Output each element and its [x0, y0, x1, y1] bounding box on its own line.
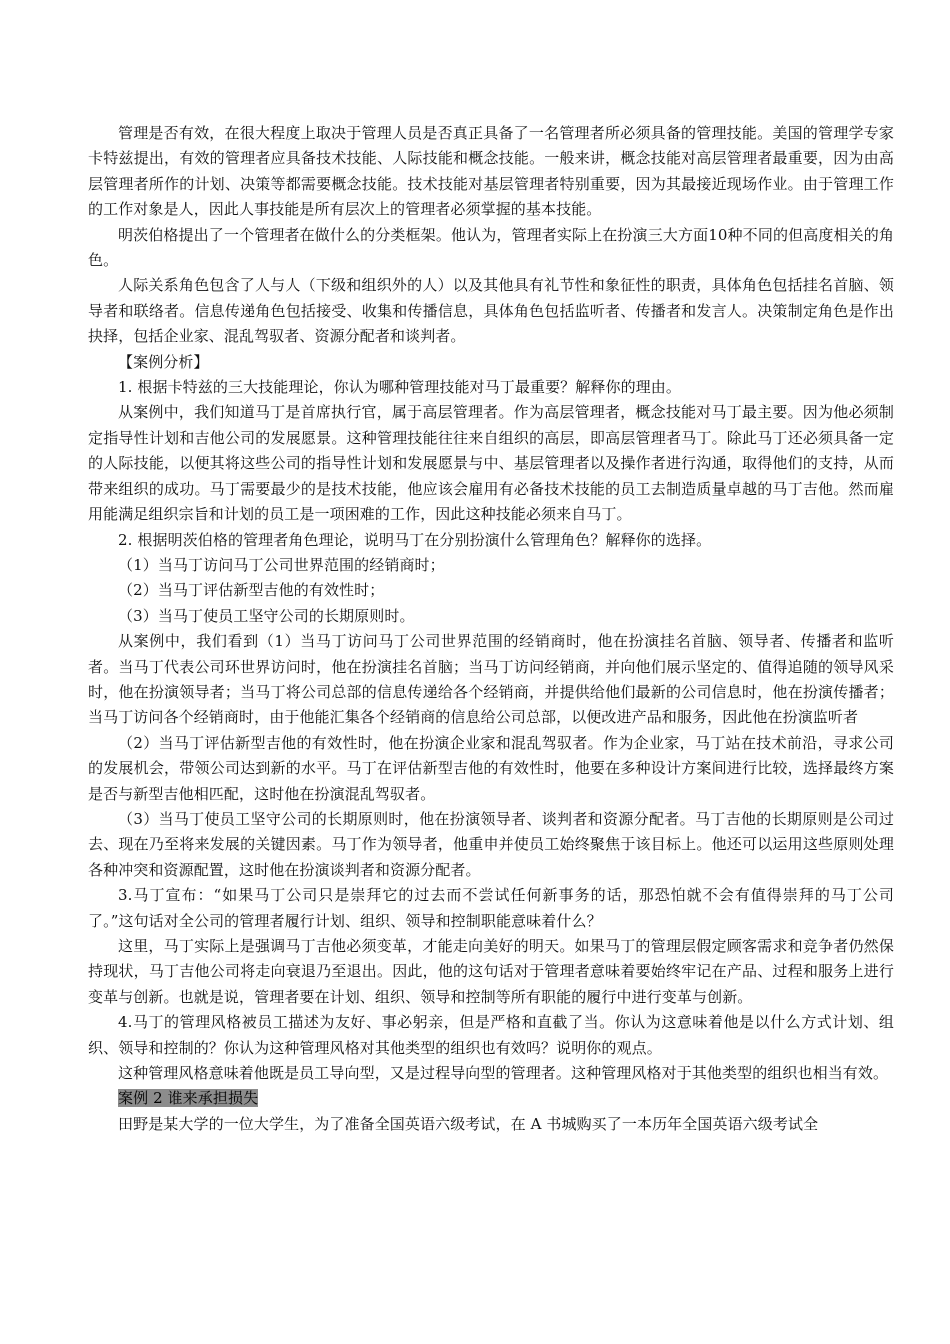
question-2-item-3: （3）当马丁使员工坚守公司的长期原则时。 [118, 606, 415, 625]
answer-2-part-2: （2）当马丁评估新型吉他的有效性时，他在扮演企业家和混乱驾驭者。作为企业家，马丁站在技术前沿，寻求公司的发展机会，带领公司达到新的水平。马丁在评估新型吉他的有效性时，他要在多种设计方案间进行比较，选择最终方案是否与新型吉他相匹配，这时他在扮演混乱驾驭者。 [88, 733, 894, 803]
answer-4: 这种管理风格意味着他既是员工导向型，又是过程导向型的管理者。这种管理风格对于其他类型的组织也相当有效。 [118, 1064, 889, 1083]
answer-2-part-3: （3）当马丁使员工坚守公司的长期原则时，他在扮演领导者、谈判者和资源分配者。马丁吉他的长期原则是公司过去、现在乃至将来发展的关键因素。马丁作为领导者，他重申并使员工始终聚焦于该目标上。他还可以运用这些原则处理各种冲突和资源配置，这时他在扮演谈判者和资源分配者。 [88, 809, 894, 879]
question-4: 4.马丁的管理风格被员工描述为友好、事必躬亲，但是严格和直截了当。你认为这意味着他是以什么方式计划、组织、领导和控制的？你认为这种管理风格对其他类型的组织也有效吗？说明你的观点。 [88, 1013, 894, 1057]
question-2-item-2: （2）当马丁评估新型吉他的有效性时； [118, 581, 385, 600]
case-2-heading: 案例 2 谁来承担损失 [118, 1089, 259, 1108]
answer-2-part-1: 从案例中，我们看到（1）当马丁访问马丁公司世界范围的经销商时，他在扮演挂名首脑、领导者、传播者和监听者。当马丁代表公司环世界访问时，他在扮演挂名首脑；当马丁访问经销商，并向他们展示坚定的、值得追随的领导风采时，他在扮演领导者；当马丁将公司总部的信息传递给各个经销商，并提供给他们最新的公司信息时，他在扮演传播者；当马丁访问各个经销商时，由于他能汇集各个经销商的信息给公司总部，以便改进产品和服务，因此他在扮演监听者 [88, 632, 894, 727]
answer-3: 这里，马丁实际上是强调马丁吉他必须变革，才能走向美好的明天。如果马丁的管理层假定顾客需求和竞争者仍然保持现状，马丁吉他公司将走向衰退乃至退出。因此，他的这句话对于管理者意味着要始终牢记在产品、过程和服务上进行变革与创新。也就是说，管理者要在计划、组织、领导和控制等所有职能的履行中进行变革与创新。 [88, 937, 894, 1006]
paragraph-role-types: 人际关系角色包含了人与人（下级和组织外的人）以及其他具有礼节性和象征性的职责，具体角色包括挂名首脑、领导者和联络者。信息传递角色包括接受、收集和传播信息，具体角色包括监听者、传播者和发言人。决策制定角色是作出抉择，包括企业家、混乱驾驭者、资源分配者和谈判者。 [88, 276, 894, 346]
case-2-heading-row [88, 1086, 894, 1111]
paragraph-management-skills: 管理是否有效，在很大程度上取决于管理人员是否真正具备了一名管理者所必须具备的管理技能。美国的管理学专家卡特兹提出，有效的管理者应具备技术技能、人际技能和概念技能。一般来讲，概念技能对高层管理者最重要，因为由高层管理者所作的计划、决策等都需要概念技能。技术技能对基层管理者特别重要，因为其最接近现场作业。由于管理工作的工作对象是人，因此人事技能是所有层次上的管理者必须掌握的基本技能。 [88, 124, 894, 219]
paragraph-mintzberg-framework: 明茨伯格提出了一个管理者在做什么的分类框架。他认为，管理者实际上在扮演三大方面10种不同的但高度相关的角色。 [88, 225, 894, 270]
question-3: 3.马丁宣布：“如果马丁公司只是崇拜它的过去而不尝试任何新事务的话，那恐怕就不会有值得崇拜的马丁公司了。”这句话对全公司的管理者履行计划、组织、领导和控制职能意味着什么？ [88, 886, 894, 930]
answer-1: 从案例中，我们知道马丁是首席执行官，属于高层管理者。作为高层管理者，概念技能对马丁最主要。因为他必须制定指导性计划和吉他公司的发展愿景。这种管理技能往往来自组织的高层，即高层管理者马丁。除此马丁还必须具备一定的人际技能，以便其将这些公司的指导性计划和发展愿景与中、基层管理者以及操作者进行沟通，取得他们的支持，从而带来组织的成功。马丁需要最少的是技术技能，他应该会雇用有必备技术技能的员工去制造质量卓越的马丁吉他。然而雇用能满足组织宗旨和计划的员工是一项困难的工作，因此这种技能必须来自马丁。 [88, 403, 894, 524]
document-body [88, 121, 894, 1137]
question-2: 2. 根据明茨伯格的管理者角色理论，说明马丁在分别扮演什么管理角色？解释你的选择。 [118, 530, 712, 549]
section-heading-case-analysis: 【案例分析】 [118, 352, 209, 371]
question-2-item-1: （1）当马丁访问马丁公司世界范围的经销商时； [118, 555, 445, 574]
case-2-intro: 田野是某大学的一位大学生，为了准备全国英语六级考试，在 A 书城购买了一本历年全国英语六级考试全 [118, 1114, 819, 1133]
question-1: 1. 根据卡特兹的三大技能理论，你认为哪种管理技能对马丁最重要？解释你的理由。 [118, 378, 681, 397]
